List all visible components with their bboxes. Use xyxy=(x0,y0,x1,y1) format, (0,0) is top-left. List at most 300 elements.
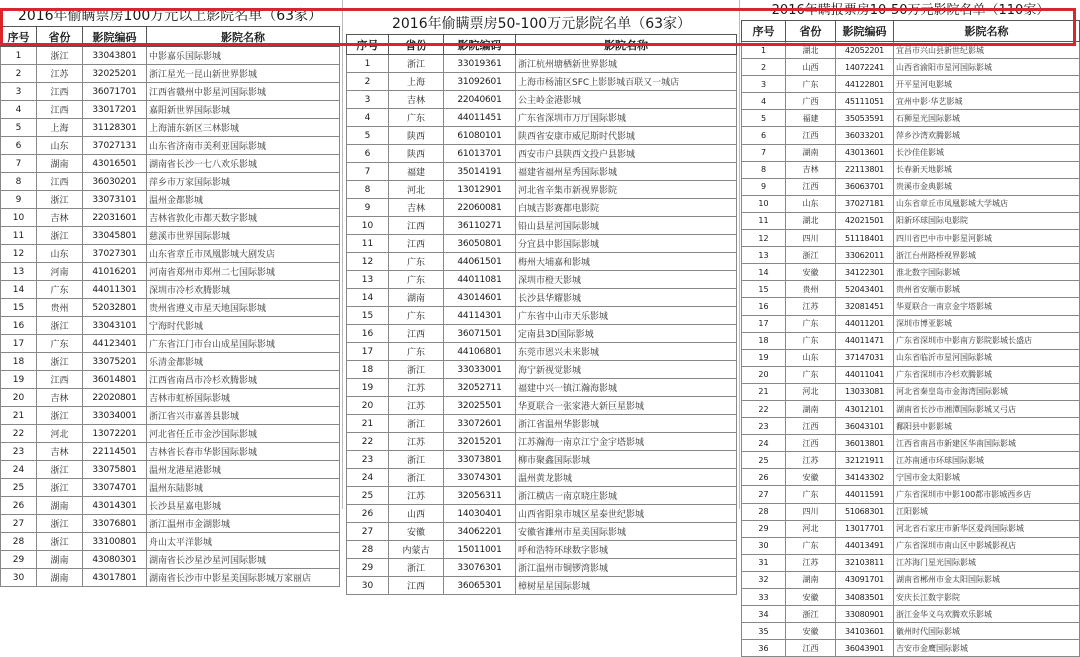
panel-10-50k xyxy=(741,0,1080,653)
cell-code: 34083501 xyxy=(836,589,894,606)
cell-province: 江西 xyxy=(389,577,444,595)
cell-code: 36013801 xyxy=(836,435,894,452)
cell-province: 山东 xyxy=(37,137,83,155)
cell-province: 广东 xyxy=(37,335,83,353)
cell-cinema-name: 萍乡沙湾欢腾影城 xyxy=(894,127,1080,144)
cell-code: 33043101 xyxy=(83,317,147,335)
cell-index: 14 xyxy=(742,264,786,281)
cell-index: 26 xyxy=(347,505,389,523)
panel-over-1m xyxy=(0,0,340,584)
cell-cinema-name: 浙江星光一昆山新世界影城 xyxy=(147,65,340,83)
cell-province: 江西 xyxy=(786,127,836,144)
cell-code: 42052201 xyxy=(836,42,894,59)
cell-cinema-name: 河北省辛集市新视界影院 xyxy=(516,181,737,199)
cell-index: 31 xyxy=(742,554,786,571)
cell-cinema-name: 浙江省温州华影影城 xyxy=(516,415,737,433)
cell-index: 22 xyxy=(347,433,389,451)
cell-province: 浙江 xyxy=(37,479,83,497)
table-row xyxy=(347,271,737,289)
cell-province: 江苏 xyxy=(389,433,444,451)
cell-province: 河北 xyxy=(37,425,83,443)
cell-code: 32025201 xyxy=(83,65,147,83)
cell-index: 10 xyxy=(1,209,37,227)
cell-province: 吉林 xyxy=(37,209,83,227)
cell-province: 江苏 xyxy=(389,397,444,415)
table-row xyxy=(742,571,1080,588)
cell-index: 28 xyxy=(1,533,37,551)
cell-province: 江苏 xyxy=(786,554,836,571)
cinema-table xyxy=(741,20,1080,657)
cell-province: 广东 xyxy=(786,315,836,332)
table-row xyxy=(347,325,737,343)
table-row xyxy=(347,127,737,145)
cell-province: 江苏 xyxy=(786,298,836,315)
cell-cinema-name: 定南县3D国际影城 xyxy=(516,325,737,343)
cell-cinema-name: 安徽省濉州市星美国际影城 xyxy=(516,523,737,541)
table-row xyxy=(347,73,737,91)
cell-code: 13017701 xyxy=(836,520,894,537)
cell-cinema-name: 梅州大埔嘉和影城 xyxy=(516,253,737,271)
cell-cinema-name: 长沙县星嘉电影城 xyxy=(147,497,340,515)
cell-province: 江西 xyxy=(37,83,83,101)
cell-index: 25 xyxy=(742,452,786,469)
table-row xyxy=(742,230,1080,247)
cell-index: 11 xyxy=(347,235,389,253)
table-row xyxy=(742,332,1080,349)
cell-cinema-name: 江苏瀚海一南京江宁金宇塔影城 xyxy=(516,433,737,451)
cell-code: 44122801 xyxy=(836,76,894,93)
cell-province: 广西 xyxy=(786,93,836,110)
table-row xyxy=(1,263,340,281)
panel-title: 2016年偷瞒票房50-100万元影院名单（63家） xyxy=(391,16,692,32)
cell-code: 43014301 xyxy=(83,497,147,515)
cell-index: 32 xyxy=(742,571,786,588)
cell-code: 32056311 xyxy=(444,487,516,505)
cell-index: 2 xyxy=(347,73,389,91)
table-row xyxy=(1,281,340,299)
table-row xyxy=(347,235,737,253)
cell-code: 43080301 xyxy=(83,551,147,569)
cell-index: 25 xyxy=(347,487,389,505)
cell-index: 23 xyxy=(347,451,389,469)
table-row xyxy=(347,433,737,451)
cell-code: 44114301 xyxy=(444,307,516,325)
cell-index: 9 xyxy=(347,199,389,217)
cell-index: 17 xyxy=(1,335,37,353)
cell-cinema-name: 湖南省长沙市中影星美国际影城万家丽店 xyxy=(147,569,340,587)
cell-province: 内蒙古 xyxy=(389,541,444,559)
cell-code: 34143302 xyxy=(836,469,894,486)
cell-index: 21 xyxy=(1,407,37,425)
cell-code: 13072201 xyxy=(83,425,147,443)
cell-code: 36110271 xyxy=(444,217,516,235)
cell-index: 28 xyxy=(347,541,389,559)
table-row xyxy=(1,101,340,119)
table-row xyxy=(1,353,340,371)
cell-cinema-name: 福建中兴一镇江瀚海影城 xyxy=(516,379,737,397)
cell-code: 22040601 xyxy=(444,91,516,109)
cell-cinema-name: 吉林市虹桥国际影城 xyxy=(147,389,340,407)
cell-cinema-name: 吉林省敦化市都天数字影城 xyxy=(147,209,340,227)
panel-title: 2016年偷瞒票房100万元以上影院名单（63家） xyxy=(17,8,323,24)
cell-cinema-name: 广东省江门市台山成星国际影城 xyxy=(147,335,340,353)
table-row xyxy=(1,173,340,191)
table-row xyxy=(1,47,340,65)
cell-index: 15 xyxy=(742,281,786,298)
cell-province: 吉林 xyxy=(389,91,444,109)
cell-code: 34103601 xyxy=(836,623,894,640)
table-row xyxy=(742,640,1080,657)
cell-cinema-name: 白城吉影赛都电影院 xyxy=(516,199,737,217)
cell-cinema-name: 柳市聚鑫国际影城 xyxy=(516,451,737,469)
cell-province: 上海 xyxy=(37,119,83,137)
cell-code: 31092601 xyxy=(444,73,516,91)
cinema-table xyxy=(346,34,737,595)
cell-index: 35 xyxy=(742,623,786,640)
cell-code: 61013701 xyxy=(444,145,516,163)
cell-cinema-name: 长沙佳佳影城 xyxy=(894,144,1080,161)
cell-index: 11 xyxy=(1,227,37,245)
cell-index: 23 xyxy=(1,443,37,461)
cell-code: 33076301 xyxy=(444,559,516,577)
table-row xyxy=(347,343,737,361)
cell-province: 广东 xyxy=(389,307,444,325)
cell-province: 湖北 xyxy=(786,42,836,59)
cell-province: 浙江 xyxy=(389,469,444,487)
cell-code: 34122301 xyxy=(836,264,894,281)
cell-cinema-name: 宁国市金太阳影城 xyxy=(894,469,1080,486)
cell-index: 11 xyxy=(742,212,786,229)
cell-code: 44106801 xyxy=(444,343,516,361)
cell-index: 10 xyxy=(742,195,786,212)
cell-code: 37027301 xyxy=(83,245,147,263)
cell-province: 浙江 xyxy=(389,559,444,577)
table-row xyxy=(1,461,340,479)
cell-code: 22031601 xyxy=(83,209,147,227)
cell-index: 8 xyxy=(742,161,786,178)
cell-province: 四川 xyxy=(786,230,836,247)
cell-cinema-name: 陕西省安康市威尼斯时代影城 xyxy=(516,127,737,145)
table-row xyxy=(347,577,737,595)
table-row xyxy=(347,199,737,217)
table-row xyxy=(742,452,1080,469)
cell-index: 29 xyxy=(347,559,389,577)
table-row xyxy=(347,307,737,325)
cell-code: 33075201 xyxy=(83,353,147,371)
cell-code: 33073801 xyxy=(444,451,516,469)
table-row xyxy=(1,335,340,353)
header-province: 省份 xyxy=(786,21,836,42)
cell-cinema-name: 舟山太平洋影城 xyxy=(147,533,340,551)
cell-cinema-name: 温州黄龙影城 xyxy=(516,469,737,487)
table-row xyxy=(347,361,737,379)
cell-code: 15011001 xyxy=(444,541,516,559)
cell-cinema-name: 萍乡市万家国际影城 xyxy=(147,173,340,191)
cell-index: 27 xyxy=(742,486,786,503)
table-row xyxy=(1,407,340,425)
cell-index: 8 xyxy=(1,173,37,191)
table-row xyxy=(742,315,1080,332)
cell-province: 吉林 xyxy=(786,161,836,178)
cell-province: 山东 xyxy=(786,349,836,366)
cell-cinema-name: 温州金都影城 xyxy=(147,191,340,209)
cell-province: 安徽 xyxy=(389,523,444,541)
table-row xyxy=(742,76,1080,93)
table-row xyxy=(1,245,340,263)
cell-code: 33074701 xyxy=(83,479,147,497)
header-cinema-name: 影院名称 xyxy=(516,35,737,55)
table-row xyxy=(742,127,1080,144)
table-row xyxy=(347,55,737,73)
cell-code: 44013491 xyxy=(836,537,894,554)
cell-index: 20 xyxy=(347,397,389,415)
table-row xyxy=(742,383,1080,400)
cell-province: 广东 xyxy=(786,537,836,554)
cell-code: 32015201 xyxy=(444,433,516,451)
panel-title: 2016年瞒报票房10-50万元影院名单（110家） xyxy=(771,3,1050,18)
header-cinema-name: 影院名称 xyxy=(147,27,340,47)
header-index: 序号 xyxy=(742,21,786,42)
cell-cinema-name: 山西省阳泉市城区星泰世纪影城 xyxy=(516,505,737,523)
table-row xyxy=(1,191,340,209)
cell-index: 13 xyxy=(742,247,786,264)
table-row xyxy=(1,425,340,443)
table-row xyxy=(1,119,340,137)
table-row xyxy=(347,523,737,541)
cell-code: 36043901 xyxy=(836,640,894,657)
cell-province: 江苏 xyxy=(37,65,83,83)
cell-code: 36065301 xyxy=(444,577,516,595)
table-row xyxy=(742,469,1080,486)
cell-province: 湖南 xyxy=(37,155,83,173)
cell-cinema-name: 长沙县华耀影城 xyxy=(516,289,737,307)
cell-province: 贵州 xyxy=(37,299,83,317)
cell-cinema-name: 吉安市金鹰国际影城 xyxy=(894,640,1080,657)
cell-province: 江苏 xyxy=(389,379,444,397)
cinema-table xyxy=(0,26,340,587)
cell-province: 湖南 xyxy=(786,144,836,161)
cell-code: 31128301 xyxy=(83,119,147,137)
cell-index: 14 xyxy=(347,289,389,307)
cell-province: 江西 xyxy=(786,435,836,452)
cell-code: 36063701 xyxy=(836,178,894,195)
cell-cinema-name: 广东省深圳市中影100都市影城西乡店 xyxy=(894,486,1080,503)
cell-code: 35053591 xyxy=(836,110,894,127)
cell-province: 浙江 xyxy=(37,317,83,335)
cell-index: 8 xyxy=(347,181,389,199)
cell-cinema-name: 温州东陆影城 xyxy=(147,479,340,497)
cell-province: 陕西 xyxy=(389,145,444,163)
cell-cinema-name: 慈溪市世界国际影城 xyxy=(147,227,340,245)
cell-province: 吉林 xyxy=(37,443,83,461)
cell-cinema-name: 广东省深圳市冷杉欢腾影城 xyxy=(894,366,1080,383)
cell-code: 33043801 xyxy=(83,47,147,65)
cell-index: 6 xyxy=(742,127,786,144)
cell-province: 江西 xyxy=(786,640,836,657)
cell-cinema-name: 深圳市冷杉欢腾影城 xyxy=(147,281,340,299)
cell-index: 27 xyxy=(1,515,37,533)
table-row xyxy=(1,497,340,515)
cell-province: 安徽 xyxy=(786,589,836,606)
cell-province: 安徽 xyxy=(786,469,836,486)
cell-index: 15 xyxy=(347,307,389,325)
cell-index: 19 xyxy=(1,371,37,389)
table-row xyxy=(742,264,1080,281)
cell-cinema-name: 浙江温州市铜锣湾影城 xyxy=(516,559,737,577)
cell-cinema-name: 西安市户县陕西文投户县影城 xyxy=(516,145,737,163)
cell-province: 江西 xyxy=(389,235,444,253)
cell-cinema-name: 华夏联合一南京金宇塔影城 xyxy=(894,298,1080,315)
cell-cinema-name: 河北省任丘市金沙国际影城 xyxy=(147,425,340,443)
cell-code: 37147031 xyxy=(836,349,894,366)
cell-cinema-name: 江苏南通市环球国际影城 xyxy=(894,452,1080,469)
cell-cinema-name: 山西省渝阳市星河国际影城 xyxy=(894,59,1080,76)
table-row xyxy=(742,606,1080,623)
table-header-row xyxy=(742,21,1080,42)
table-row xyxy=(742,110,1080,127)
cell-province: 山西 xyxy=(389,505,444,523)
table-row xyxy=(1,569,340,587)
cell-cinema-name: 湖南省长沙一七八欢乐影城 xyxy=(147,155,340,173)
cell-province: 福建 xyxy=(786,110,836,127)
cell-province: 湖南 xyxy=(37,569,83,587)
panel-50-100k xyxy=(346,0,737,592)
header-cinema-name: 影院名称 xyxy=(894,21,1080,42)
cell-code: 61080101 xyxy=(444,127,516,145)
cell-index: 30 xyxy=(742,537,786,554)
table-header-row xyxy=(347,35,737,55)
cell-cinema-name: 上海浦东新区三林影城 xyxy=(147,119,340,137)
cell-index: 5 xyxy=(347,127,389,145)
cell-province: 山西 xyxy=(786,59,836,76)
table-row xyxy=(1,515,340,533)
cell-index: 5 xyxy=(1,119,37,137)
cell-cinema-name: 深圳市博亚影城 xyxy=(894,315,1080,332)
cell-province: 浙江 xyxy=(37,461,83,479)
cell-cinema-name: 浙江横店一南京晓庄影城 xyxy=(516,487,737,505)
cell-code: 22060081 xyxy=(444,199,516,217)
cell-cinema-name: 河南省郑州市郑州二七国际影城 xyxy=(147,263,340,281)
cell-code: 44011591 xyxy=(836,486,894,503)
cell-cinema-name: 湖南省郴州市金太阳国际影城 xyxy=(894,571,1080,588)
table-row xyxy=(347,109,737,127)
cell-province: 江苏 xyxy=(389,487,444,505)
cell-code: 41016201 xyxy=(83,263,147,281)
cell-code: 14030401 xyxy=(444,505,516,523)
cell-code: 44011471 xyxy=(836,332,894,349)
cell-index: 12 xyxy=(1,245,37,263)
cell-cinema-name: 贵州省遵义市星天地国际影城 xyxy=(147,299,340,317)
table-row xyxy=(742,195,1080,212)
cell-province: 广东 xyxy=(786,366,836,383)
cell-province: 广东 xyxy=(389,253,444,271)
cell-cinema-name: 广东省深圳市万厅国际影城 xyxy=(516,109,737,127)
table-row xyxy=(742,503,1080,520)
cell-cinema-name: 宁海时代影城 xyxy=(147,317,340,335)
cell-index: 1 xyxy=(347,55,389,73)
cell-cinema-name: 铅山县星河国际影城 xyxy=(516,217,737,235)
cell-code: 44123401 xyxy=(83,335,147,353)
cell-cinema-name: 上海市杨浦区SFC上影影城百联又一城店 xyxy=(516,73,737,91)
cell-index: 23 xyxy=(742,418,786,435)
table-row xyxy=(742,42,1080,59)
cell-index: 3 xyxy=(742,76,786,93)
cell-code: 36043101 xyxy=(836,418,894,435)
cell-province: 江西 xyxy=(37,173,83,191)
cell-cinema-name: 公主岭金港影城 xyxy=(516,91,737,109)
cell-province: 安徽 xyxy=(786,623,836,640)
cell-cinema-name: 中影嘉乐国际影城 xyxy=(147,47,340,65)
table-row xyxy=(347,217,737,235)
cell-cinema-name: 华夏联合一张家港大新巨星影城 xyxy=(516,397,737,415)
cell-code: 36071701 xyxy=(83,83,147,101)
cell-code: 51118401 xyxy=(836,230,894,247)
cell-province: 河南 xyxy=(37,263,83,281)
cell-index: 1 xyxy=(742,42,786,59)
cell-cinema-name: 石狮星光国际影城 xyxy=(894,110,1080,127)
table-row xyxy=(347,289,737,307)
cell-province: 山东 xyxy=(786,195,836,212)
cell-index: 28 xyxy=(742,503,786,520)
cell-index: 13 xyxy=(1,263,37,281)
cell-index: 21 xyxy=(742,383,786,400)
cell-cinema-name: 开平星河电影城 xyxy=(894,76,1080,93)
cell-cinema-name: 山东省济南市美利亚国际影城 xyxy=(147,137,340,155)
cell-code: 51068301 xyxy=(836,503,894,520)
header-province: 省份 xyxy=(389,35,444,55)
table-row xyxy=(742,298,1080,315)
cell-province: 广东 xyxy=(786,486,836,503)
cell-province: 山东 xyxy=(37,245,83,263)
cell-province: 浙江 xyxy=(389,361,444,379)
cell-code: 33100801 xyxy=(83,533,147,551)
cell-index: 20 xyxy=(1,389,37,407)
cell-cinema-name: 湖南省长沙星沙星河国际影城 xyxy=(147,551,340,569)
cell-code: 33073101 xyxy=(83,191,147,209)
cell-cinema-name: 呼和浩特环球数字影城 xyxy=(516,541,737,559)
cell-cinema-name: 浙江省兴市嘉善县影城 xyxy=(147,407,340,425)
cell-index: 7 xyxy=(1,155,37,173)
cell-province: 江西 xyxy=(37,101,83,119)
cell-cinema-name: 湖南省长沙市湘潭国际影城又弓店 xyxy=(894,400,1080,417)
cell-province: 浙江 xyxy=(389,415,444,433)
cell-province: 河北 xyxy=(389,181,444,199)
cell-index: 24 xyxy=(347,469,389,487)
cell-code: 33033001 xyxy=(444,361,516,379)
cell-index: 7 xyxy=(742,144,786,161)
table-row xyxy=(1,389,340,407)
table-row xyxy=(347,415,737,433)
cell-code: 34062201 xyxy=(444,523,516,541)
cell-index: 26 xyxy=(742,469,786,486)
cell-index: 9 xyxy=(1,191,37,209)
cell-cinema-name: 宜州中影·华艺影城 xyxy=(894,93,1080,110)
cell-code: 36033201 xyxy=(836,127,894,144)
cell-cinema-name: 江西省南昌市冷杉欢腾影城 xyxy=(147,371,340,389)
cell-province: 湖北 xyxy=(786,212,836,229)
table-row xyxy=(742,212,1080,229)
cell-code: 36014801 xyxy=(83,371,147,389)
table-row xyxy=(347,181,737,199)
cell-code: 52043401 xyxy=(836,281,894,298)
table-row xyxy=(742,537,1080,554)
cell-code: 44011301 xyxy=(83,281,147,299)
cell-index: 17 xyxy=(347,343,389,361)
table-row xyxy=(1,155,340,173)
cell-index: 12 xyxy=(742,230,786,247)
cell-index: 13 xyxy=(347,271,389,289)
table-row xyxy=(347,469,737,487)
